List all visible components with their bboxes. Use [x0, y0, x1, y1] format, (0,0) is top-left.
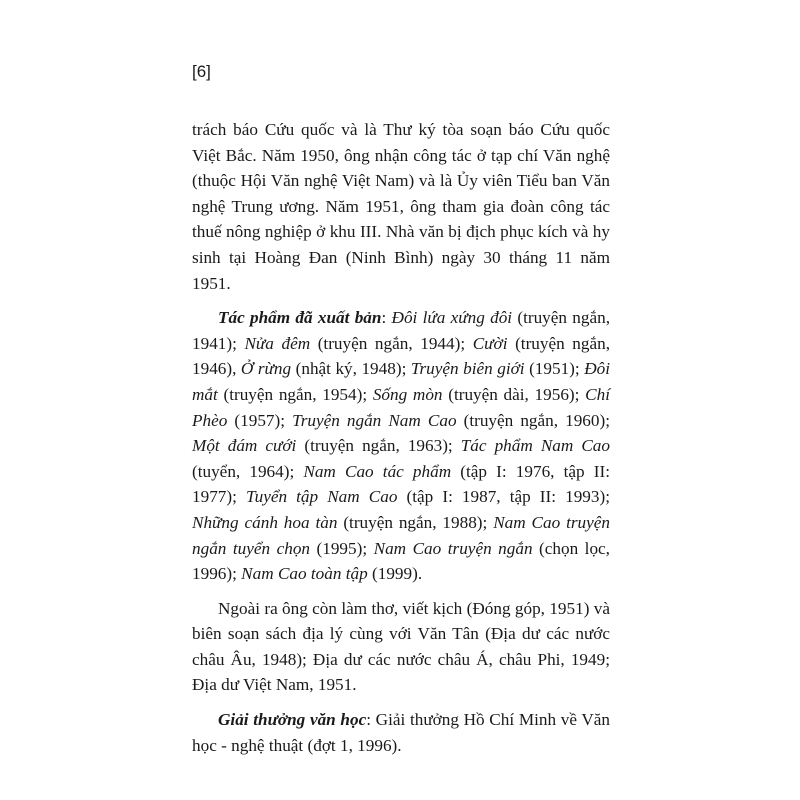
- work-title: Tuyển tập Nam Cao: [245, 487, 398, 507]
- work-title: Nửa đêm: [244, 333, 311, 353]
- published-works-heading: Tác phẩm đã xuất bản: [218, 308, 382, 328]
- text-segment: (tập I: 1976, tập II: 1977);: [192, 461, 610, 507]
- text-segment: (truyện dài, 1956);: [442, 384, 586, 404]
- work-title: Ở rừng: [240, 359, 292, 379]
- text-segment: (tuyển, 1964);: [192, 461, 304, 481]
- work-title: Truyện ngắn Nam Cao: [292, 410, 457, 430]
- work-title: Cười: [472, 333, 508, 353]
- text-segment: (truyện ngắn, 1988);: [337, 512, 494, 532]
- text-segment: (1957);: [227, 410, 293, 430]
- work-title: Nam Cao truyện ngắn: [373, 538, 533, 558]
- text-segment: (chọn lọc, 1996);: [192, 538, 610, 584]
- work-title: Đôi mắt: [192, 359, 610, 404]
- text-segment: (truyện ngắn, 1941);: [192, 308, 610, 353]
- work-title: Nam Cao toàn tập: [241, 564, 368, 584]
- text-segment: (truyện ngắn, 1963);: [296, 436, 461, 456]
- work-title: Tác phẩm Nam Cao: [460, 436, 610, 456]
- work-title: Chí Phèo: [192, 384, 610, 430]
- text-segment: (tập I: 1987, tập II: 1993);: [397, 487, 610, 507]
- text-segment: (truyện ngắn, 1954);: [217, 384, 373, 404]
- text-segment: (truyện ngắn, 1944);: [310, 333, 473, 353]
- work-title: Sống mòn: [372, 384, 443, 404]
- work-title: Truyện biên giới: [410, 359, 525, 379]
- text-segment: (nhật ký, 1948);: [291, 359, 411, 379]
- paragraph-other-works: Ngoài ra ông còn làm thơ, viết kịch (Đóng góp, 1951) và biên soạn sách địa lý cùng với Văn Tân (Địa dư các nước châu Âu, 1948); Địa dư các nước châu Á, châu Phi, 1949; Địa dư Việt Nam, 1951.: [192, 598, 610, 695]
- text-segment: (truyện ngắn, 1960);: [456, 410, 610, 430]
- text-segment: (1999).: [367, 564, 423, 584]
- text-segment: (truyện ngắn, 1946),: [192, 333, 610, 379]
- work-title: Một đám cưới: [192, 436, 297, 456]
- text-segment: (1951);: [524, 359, 585, 379]
- text-segment: (1995);: [310, 538, 374, 558]
- paragraph-literary-awards: [192, 707, 610, 758]
- text-segment: :: [381, 308, 392, 328]
- page-body: [192, 117, 610, 767]
- page-number: [6]: [192, 62, 211, 81]
- work-title: Những cánh hoa tàn: [192, 512, 338, 532]
- work-title: Đôi lứa xứng đôi: [391, 308, 513, 328]
- work-title: Nam Cao tác phẩm: [303, 461, 452, 481]
- text-segment: : Giải thưởng Hồ Chí Minh về Văn học - nghệ thuật (đợt 1, 1996).: [192, 710, 610, 755]
- work-title: Nam Cao truyện ngắn tuyển chọn: [192, 512, 611, 558]
- paragraph-biography: trách báo Cứu quốc và là Thư ký tòa soạn báo Cứu quốc Việt Bắc. Năm 1950, ông nhận công tác ở tạp chí Văn nghệ (thuộc Hội Văn nghệ Việt Nam) và là Ủy viên Tiểu ban Văn nghệ Trung ương. Năm 1951, ông tham gia đoàn công tác thuế nông nghiệp ở khu III. Nhà văn bị địch phục kích và hy sinh tại Hoàng Đan (Ninh Bình) ngày 30 tháng 11 năm 1951.: [192, 120, 610, 293]
- paragraph-published-works: [192, 305, 610, 587]
- literary-awards-heading: Giải thưởng văn học: [218, 710, 367, 730]
